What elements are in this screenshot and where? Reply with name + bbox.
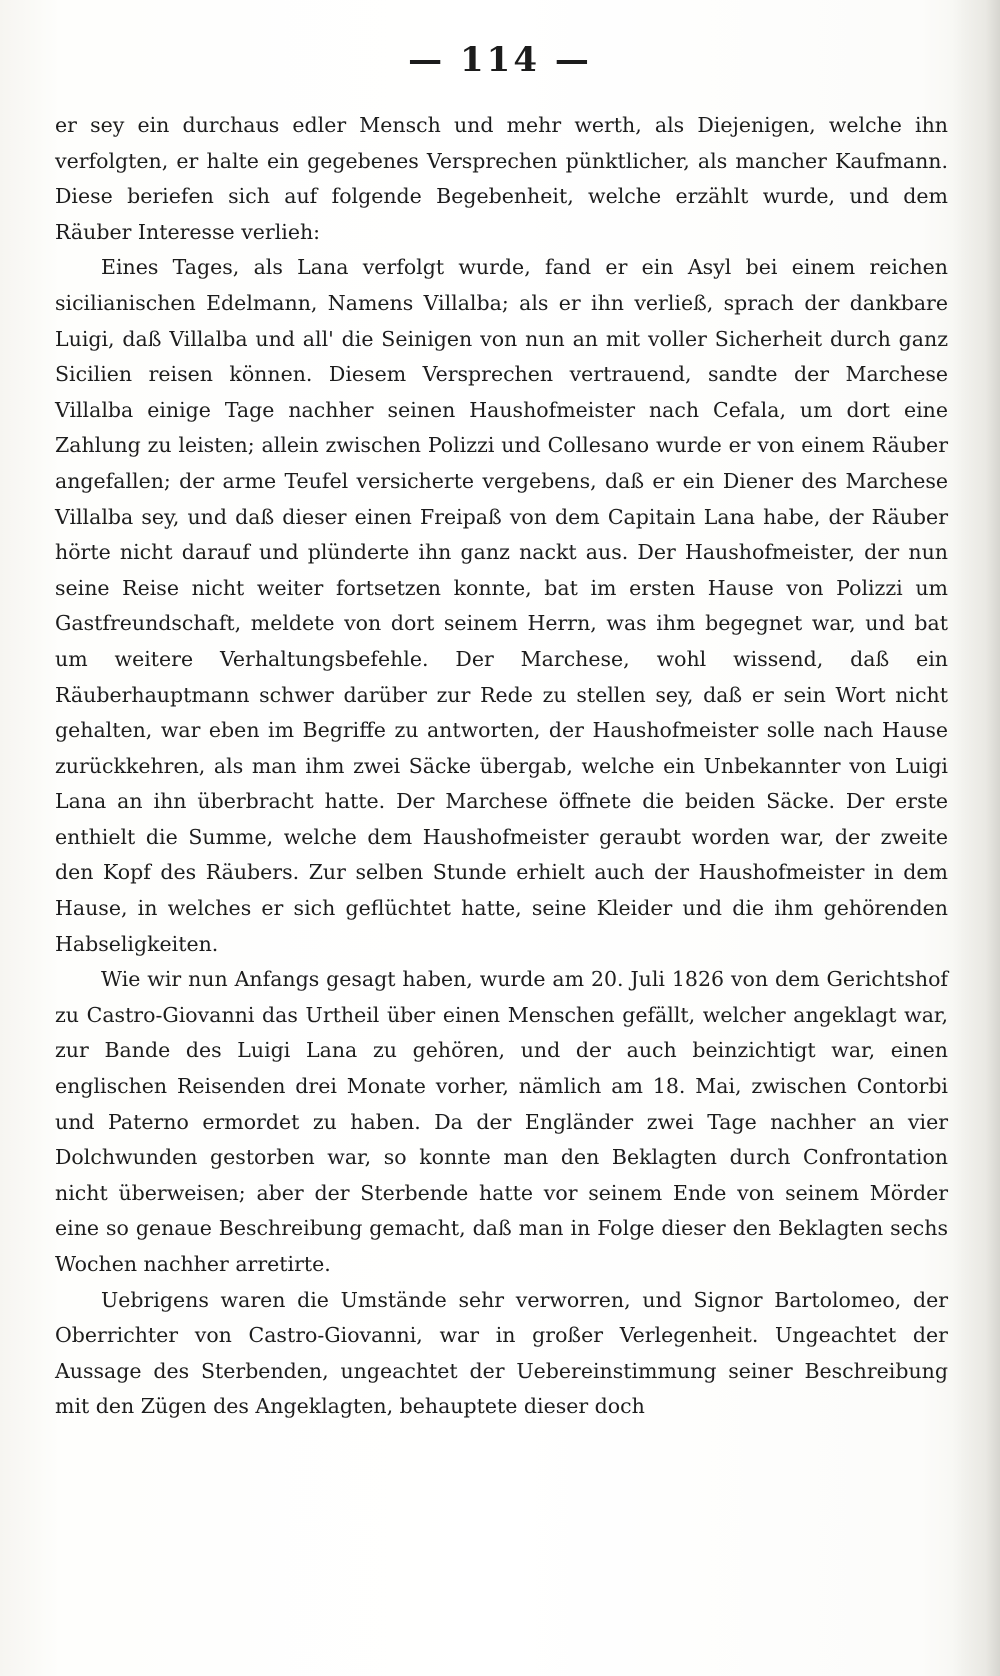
- page-number: — 114 —: [408, 40, 592, 80]
- paragraph-2: Eines Tages, als Lana verfolgt wurde, fand er ein Asyl bei einem reichen sicilianischen Edelmann, Namens Villalba; als er ihn verließ, sprach der dankbare Luigi, daß Villalba und all' die Seinigen von nun an mit voller Sicherheit durch ganz Sicilien reisen können. Diesem Versprechen vertrauend, sandte der Marchese Villalba einige Tage nachher seinen Haushofmeister nach Cefala, um dort eine Zahlung zu leisten; allein zwischen Polizzi und Collesano wurde er von einem Räuber angefallen; der arme Teufel versicherte vergebens, daß er ein Diener des Marchese Villalba sey, und daß dieser einen Freipaß von dem Capitain Lana habe, der Räuber hörte nicht darauf und plünderte ihn ganz nackt aus. Der Haushofmeister, der nun seine Reise nicht weiter fortsetzen konnte, bat im ersten Hause von Polizzi um Gastfreundschaft, meldete von dort seinem Herrn, was ihm begegnet war, und bat um weitere Verhaltungsbefehle. Der Marchese, wohl wissend, daß ein Räuberhauptmann schwer darüber zur Rede zu stellen sey, daß er sein Wort nicht gehalten, war eben im Begriffe zu antworten, der Haushofmeister solle nach Hause zurückkehren, als man ihm zwei Säcke übergab, welche ein Unbekannter von Luigi Lana an ihn überbracht hatte. Der Marchese öffnete die beiden Säcke. Der erste enthielt die Summe, welche dem Haushofmeister geraubt worden war, der zweite den Kopf des Räubers. Zur selben Stunde erhielt auch der Haushofmeister in dem Hause, in welches er sich geflüchtet hatte, seine Kleider und die ihm gehörenden Habseligkeiten.: [55, 255, 948, 956]
- paragraph-4: Uebrigens waren die Umstände sehr verworren, und Signor Bartolomeo, der Oberrichter von Castro-Giovanni, war in großer Verlegenheit. Ungeachtet der Aussage des Sterbenden, ungeachtet der Uebereinstimmung seiner Beschreibung mit den Zügen des Angeklagten, behauptete dieser doch: [55, 1287, 948, 1419]
- paragraph-1: er sey ein durchaus edler Mensch und mehr werth, als Diejenigen, welche ihn verfolgten, er halte ein gegebenes Versprechen pünktlicher, als mancher Kaufmann. Diese beriefen sich auf folgende Begebenheit, welche erzählt wurde, und dem Räuber Interesse verlieh:: [55, 113, 948, 244]
- paragraph-3: Wie wir nun Anfangs gesagt haben, wurde am 20. Juli 1826 von dem Gerichtshof zu Castro-Giovanni das Urtheil über einen Menschen gefällt, welcher angeklagt war, zur Bande des Luigi Lana zu gehören, und der auch beinzichtigt war, einen englischen Reisenden drei Monate vorher, nämlich am 18. Mai, zwischen Contorbi und Paterno ermordet zu haben. Da der Engländer zwei Tage nachher an vier Dolchwunden gestorben war, so konnte man den Beklagten durch Confrontation nicht überweisen; aber der Sterbende hatte vor seinem Ende von seinem Mörder eine so genaue Beschreibung gemacht, daß man in Folge dieser den Beklagten sechs Wochen nachher arretirte.: [55, 967, 948, 1276]
- page-edge-shadow: [952, 0, 1000, 1676]
- body-text: [55, 108, 948, 1425]
